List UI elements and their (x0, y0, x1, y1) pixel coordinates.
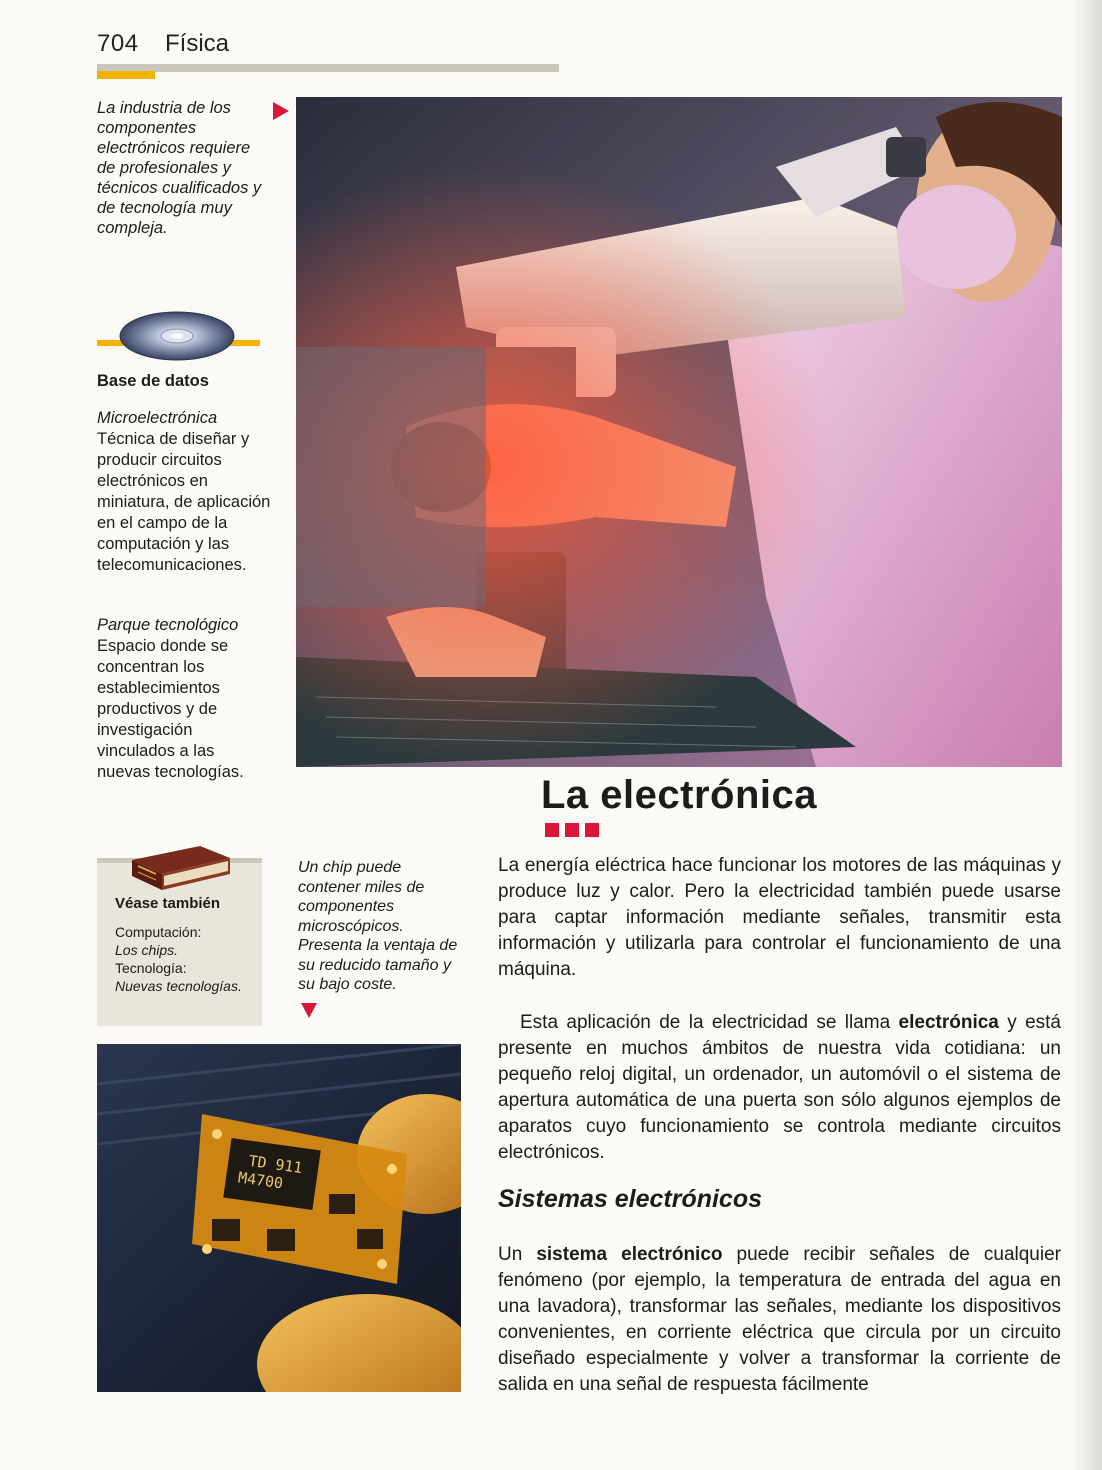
chip-label-line1: TD 911 (247, 1151, 304, 1178)
paragraph: Esta aplicación de la electricidad se llama electrónica y está presente en muchos ámbitos de nuestra vida cotidiana: un pequeño reloj digital, un ordenador, un automóvil o el sistema de apertura automática de una puerta son sólo algunos ejemplos de aparatos cuyo funcionamiento se controla mediante circuitos electrónicos. (498, 1012, 1061, 1163)
glossary-term: Parque tecnológico (97, 616, 239, 634)
glossary-definition: Espacio donde se concentran los establecimientos productivos y de investigación vinculados a las nuevas tecnologías. (97, 637, 244, 781)
glossary-definition: Técnica de diseñar y producir circuitos electrónicos en miniatura, de aplicación en el campo de la computación y las telecomunicaciones. (97, 430, 271, 574)
article-title: La electrónica (540, 773, 817, 817)
paragraph: Un sistema electrónico puede recibir señales de cualquier fenómeno (por ejemplo, la temperatura de entrada del agua en una lavadora), transformar las señales, mediante los dispositivos convenientes, en corriente eléctrica que circula por un circuito diseñado especialmente y volver a transformar la corriente de salida en una señal de respuesta fácilmente (498, 1244, 1061, 1395)
see-also-topic: Tecnología: (115, 960, 187, 976)
see-also-link[interactable]: Nuevas tecnologías. (115, 978, 242, 994)
see-also-list (115, 923, 255, 995)
page-edge (1072, 0, 1102, 1470)
glossary-entry (97, 408, 272, 576)
arrow-right-icon (273, 102, 289, 120)
glossary-term: Microelectrónica (97, 409, 218, 427)
header-accent-bar (97, 71, 155, 79)
cd-disc-icon (118, 308, 236, 369)
term-bold: electrónica (898, 1012, 999, 1033)
microscope-lab-photo (296, 97, 1062, 767)
see-also-title: Véase también (115, 895, 221, 912)
database-title: Base de datos (97, 372, 209, 390)
arrow-down-icon (301, 1003, 317, 1018)
section-title: Física (165, 30, 230, 57)
book-icon (128, 842, 234, 899)
header-rule (97, 64, 559, 72)
see-also-topic: Computación: (115, 924, 202, 940)
chip-label-line2: M4700 (236, 1168, 285, 1193)
section-heading: Sistemas electrónicos (498, 1185, 763, 1213)
term-bold: sistema electrónico (536, 1244, 723, 1265)
glossary-entry (97, 615, 272, 783)
title-ornament (545, 823, 605, 842)
chip-photo (97, 1044, 461, 1392)
see-also-link[interactable]: Los chips. (115, 942, 179, 958)
chip-caption: Un chip puede contener miles de componentes microscópicos. Presenta la ventaja de su reducido tamaño y su bajo coste. (298, 859, 458, 993)
photo-caption: La industria de los componentes electrónicos requiere de profesionales y técnicos cualificados y de tecnología muy compleja. (97, 99, 262, 237)
paragraph: La energía eléctrica hace funcionar los motores de las máquinas y produce luz y calor. Pero la electricidad también puede usarse para captar información mediante señales, transmitir esta información y utilizarla para controlar el funcionamiento de una máquina. (498, 855, 1061, 980)
page-number: 704 (97, 30, 139, 57)
